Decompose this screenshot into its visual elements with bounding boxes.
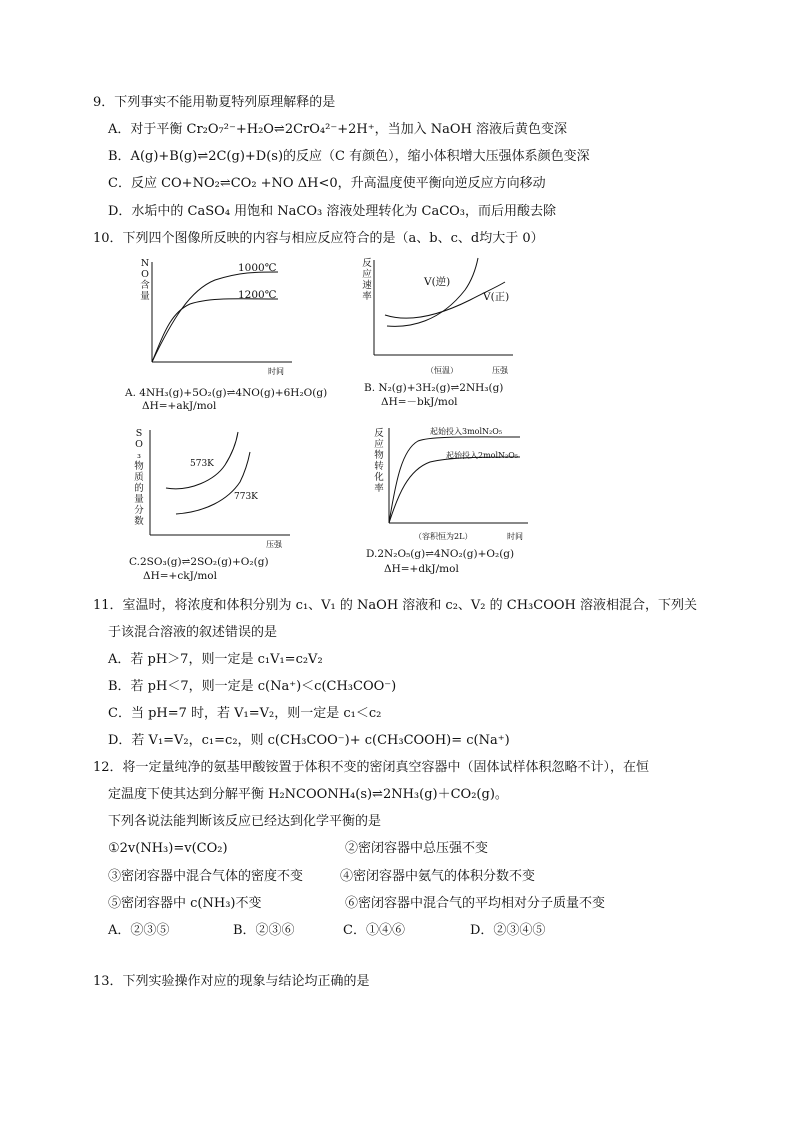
- q12-stem-line2: 定温度下使其达到分解平衡 H₂NCOONH₄(s)⇌2NH₃(g)＋CO₂(g)。: [108, 787, 508, 802]
- graph-b-xlabel: 压强: [492, 366, 508, 375]
- q12-item-5: ⑤密闭容器中 c(NH₃)不变: [108, 896, 262, 911]
- graph-c-caption2: ΔH=+ckJ/mol: [143, 570, 217, 582]
- q9-option-a: A．对于平衡 Cr₂O₇²⁻+H₂O⇌2CrO₄²⁻+2H⁺，当加入 NaOH 溶液后黄色变深: [108, 122, 567, 137]
- graph-c-curve1-label: 573K: [190, 459, 214, 469]
- graph-a-curve2-label: 1200℃: [238, 289, 277, 301]
- q12-stem-line1: 12．将一定量纯净的氨基甲酸铵置于体积不变的密闭真空容器中（固体试样体积忽略不计），在恒: [93, 760, 650, 775]
- q11-stem-line2: 于该混合溶液的叙述错误的是: [108, 625, 278, 640]
- q9-option-b: B．A(g)+B(g)⇌2C(g)+D(s)的反应（C 有颜色），缩小体积增大压强体系颜色变深: [108, 149, 590, 164]
- q12-item-2: ②密闭容器中总压强不变: [345, 841, 489, 856]
- q10-stem: 10．下列四个图像所反映的内容与相应反应符合的是（a、b、c、d均大于 0）: [93, 231, 544, 246]
- graph-d-ylabel: 反应物转化率: [374, 428, 384, 494]
- q9-option-c: C．反应 CO+NO₂⇌CO₂ +NO ΔH<0，升高温度使平衡向逆反应方向移动: [108, 176, 546, 191]
- graph-c-xlabel: 压强: [266, 540, 282, 549]
- graph-b-curve1-label: V(逆): [424, 276, 451, 288]
- graph-d-curve2-label: 起始投入2molN₂O₅: [446, 451, 519, 460]
- graph-a-caption1: A. 4NH₃(g)+5O₂(g)⇌4NO(g)+6H₂O(g): [125, 387, 328, 399]
- graph-c-caption1: C.2SO₃(g)⇌2SO₂(g)+O₂(g): [129, 556, 269, 568]
- graph-d-curve-2mol: [389, 457, 520, 523]
- graph-b-caption2: ΔH=－bkJ/mol: [381, 396, 458, 408]
- q12-stem-line3: 下列各说法能判断该反应已经达到化学平衡的是: [108, 814, 382, 829]
- graph-a-xlabel: 时间: [268, 367, 284, 376]
- q9-stem: 9．下列事实不能用勒夏特列原理解释的是: [93, 95, 336, 110]
- q13-stem: 13．下列实验操作对应的现象与结论均正确的是: [93, 974, 370, 989]
- graph-a-caption2: ΔH=+akJ/mol: [142, 400, 217, 412]
- q12-option-d: D．②③④⑤: [470, 923, 546, 938]
- q12-item-4: ④密闭容器中氨气的体积分数不变: [340, 869, 536, 884]
- graph-c-curve2-label: 773K: [234, 492, 258, 502]
- q12-item-3: ③密闭容器中混合气体的密度不变: [108, 869, 304, 884]
- q9-option-d: D．水垢中的 CaSO₄ 用饱和 NaCO₃ 溶液处理转化为 CaCO₃，而后用酸去除: [108, 204, 557, 219]
- graph-b-ylabel: 反应速率: [362, 258, 372, 302]
- q12-option-a: A．②③⑤: [108, 923, 170, 938]
- graph-d-caption2: ΔH=+dkJ/mol: [384, 563, 459, 575]
- graph-c-ylabel: SO₃物质的量分数: [134, 428, 144, 527]
- q11-stem-line1: 11．室温时，将浓度和体积分别为 c₁、V₁ 的 NaOH 溶液和 c₂、V₂ 的 CH₃COOH 溶液相混合，下列关: [93, 598, 697, 613]
- graph-d-note: （容积恒为2L）: [414, 532, 473, 541]
- graph-a-curve1-label: 1000℃: [238, 262, 277, 274]
- q12-item-6: ⑥密闭容器中混合气的平均相对分子质量不变: [345, 896, 606, 911]
- graph-a-ylabel: NO含量: [140, 258, 150, 302]
- graph-d-curve1-label: 起始投入3molN₂O₅: [430, 427, 503, 436]
- graph-b-curve2-label: V(正): [483, 291, 510, 303]
- graph-d-xlabel: 时间: [507, 532, 523, 541]
- q12-option-b: B．②③⑥: [233, 923, 295, 938]
- q11-option-a: A．若 pH＞7，则一定是 c₁V₁=c₂V₂: [108, 652, 323, 667]
- q11-option-b: B．若 pH＜7，则一定是 c(Na⁺)＜c(CH₃COO⁻): [108, 679, 397, 694]
- q12-item-1: ①2v(NH₃)=v(CO₂): [108, 841, 228, 856]
- graph-b-caption1: B. N₂(g)+3H₂(g)⇌2NH₃(g): [364, 382, 504, 394]
- graph-d-caption1: D.2N₂O₅(g)⇌4NO₂(g)+O₂(g): [366, 548, 515, 560]
- q11-option-d: D．若 V₁=V₂，c₁=c₂，则 c(CH₃COO⁻)+ c(CH₃COOH)= c(Na⁺): [108, 733, 510, 748]
- q11-option-c: C．当 pH=7 时，若 V₁=V₂，则一定是 c₁＜c₂: [108, 706, 382, 721]
- graph-b-note: （恒温）: [426, 366, 458, 375]
- q12-option-c: C．①④⑥: [343, 923, 405, 938]
